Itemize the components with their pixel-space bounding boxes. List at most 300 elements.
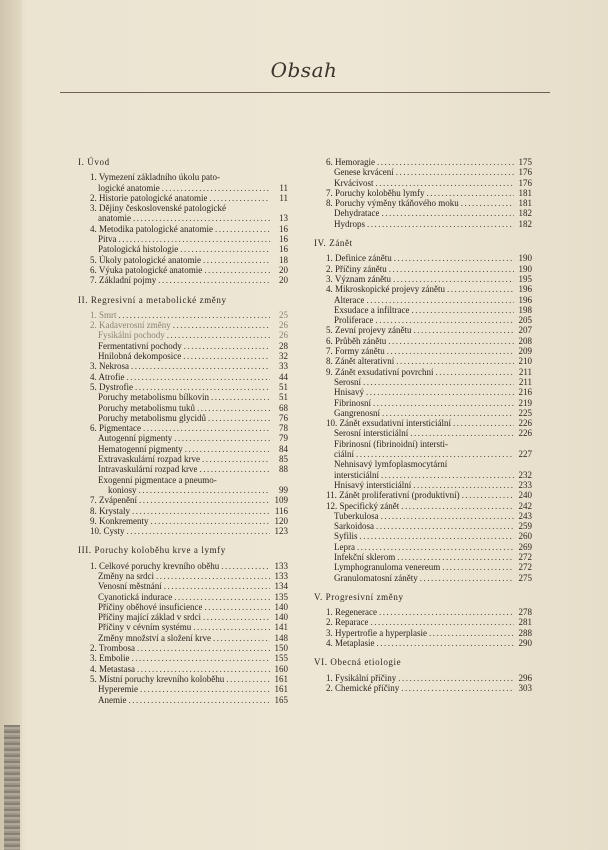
toc-entry-page: 68 — [279, 402, 288, 413]
toc-entry-page: 281 — [518, 617, 532, 628]
toc-entry-title: 1. Smrt — [90, 309, 117, 320]
toc-entry-page: 198 — [518, 304, 532, 315]
toc-entry[interactable] — [78, 674, 288, 684]
toc-entry[interactable] — [78, 684, 288, 694]
toc-leader-dots — [401, 501, 514, 511]
toc-entry[interactable] — [314, 607, 532, 617]
toc-entry[interactable] — [314, 274, 532, 284]
toc-entry-title: Infekční sklerom — [334, 551, 396, 562]
toc-entry-page: 233 — [518, 479, 532, 490]
toc-entry-page: 134 — [274, 581, 288, 592]
toc-leader-dots — [156, 571, 270, 581]
toc-section-heading: IV. Zánět — [314, 238, 353, 249]
toc-entry-page: 209 — [518, 346, 532, 357]
toc-leader-dots — [164, 581, 270, 591]
toc-entry-title: Fibrinosní — [334, 397, 372, 408]
toc-entry[interactable] — [314, 418, 532, 428]
toc-entry-title: 5. Místní poruchy krevního koloběhu — [90, 673, 225, 684]
page-title: Obsah — [270, 58, 338, 82]
toc-leader-dots — [158, 275, 270, 285]
toc-entry-page: 272 — [518, 551, 532, 562]
toc-entry-title: 2. Reparace — [326, 617, 369, 628]
toc-entry-page: 181 — [518, 187, 532, 198]
toc-leader-dots — [119, 310, 270, 320]
toc-entry-title: Tuberkulosa — [334, 510, 379, 521]
toc-entry[interactable] — [78, 444, 288, 454]
toc-entry[interactable] — [314, 617, 532, 627]
toc-leader-dots — [183, 351, 270, 361]
toc-entry-title: 6. Průběh zánětu — [326, 335, 387, 346]
toc-entry-title: Poruchy metabolismu tuků — [98, 402, 195, 413]
toc-entry[interactable] — [314, 295, 532, 305]
toc-entry-title: Extravaskulární rozpad krve — [98, 454, 200, 465]
toc-leader-dots — [173, 320, 270, 330]
toc-entry-page: 133 — [274, 570, 288, 581]
toc-entry-page: 272 — [518, 562, 532, 573]
toc-leader-dots — [381, 511, 514, 521]
toc-leader-dots — [377, 157, 514, 167]
toc-entry-title: 3. Význam zánětu — [326, 273, 392, 284]
toc-entry[interactable] — [78, 203, 288, 213]
toc-entry-page: 79 — [279, 433, 288, 444]
toc-entry-title: 6. Hemoragie — [326, 157, 375, 167]
toc-entry-title: Fermentativní pochody — [98, 340, 182, 351]
toc-leader-dots — [127, 372, 271, 382]
toc-leader-dots — [381, 470, 514, 480]
toc-entry[interactable] — [78, 643, 288, 653]
toc-entry[interactable] — [78, 506, 288, 516]
toc-entry[interactable] — [314, 315, 532, 325]
toc-leader-dots — [373, 398, 514, 408]
toc-entry-page: 219 — [518, 397, 532, 408]
toc-entry[interactable] — [314, 638, 532, 648]
toc-entry[interactable] — [78, 183, 288, 193]
toc-entry-title: 5. Zevní projevy zánětu — [326, 325, 412, 336]
toc-leader-dots — [211, 392, 270, 402]
toc-entry-page: 140 — [274, 612, 288, 623]
toc-entry-title: Anemie — [98, 694, 127, 705]
toc-entry-page: 243 — [518, 510, 532, 521]
toc-leader-dots — [221, 561, 270, 571]
toc-leader-dots — [396, 356, 514, 366]
toc-entry[interactable] — [314, 531, 532, 541]
toc-entry[interactable] — [78, 361, 288, 371]
toc-leader-dots — [180, 244, 270, 254]
toc-entry[interactable] — [78, 423, 288, 433]
toc-entry-title: 5. Dystrofie — [90, 381, 133, 392]
toc-entry-title: Cyanotická indurace — [98, 591, 173, 602]
toc-entry-page: 16 — [279, 244, 288, 255]
toc-entry-page: 16 — [279, 234, 288, 245]
toc-entry-title: ciální — [334, 449, 354, 460]
toc-entry[interactable] — [314, 470, 532, 480]
toc-entry[interactable] — [78, 213, 288, 223]
toc-leader-dots — [370, 617, 514, 627]
toc-entry-title: 3. Embolie — [90, 653, 130, 664]
toc-leader-dots — [376, 178, 515, 188]
toc-entry-page: 165 — [274, 694, 288, 705]
toc-entry[interactable] — [78, 224, 288, 234]
toc-entry-title: 5. Úkoly patologické anatomie — [90, 254, 201, 265]
toc-entry-page: 150 — [274, 643, 288, 654]
toc-leader-dots — [413, 325, 514, 335]
toc-leader-dots — [193, 622, 270, 632]
toc-entry-page: 116 — [274, 505, 288, 516]
toc-entry-title: 3. Hypertrofie a hyperplasie — [326, 627, 427, 638]
toc-entry-title: 1. Vymezení základního úkolu pato- — [90, 172, 221, 183]
toc-entry-title: Pitva — [98, 234, 117, 245]
toc-entry-title: koniosy — [108, 484, 137, 495]
toc-entry-title: 3. Dějiny československé patologické — [90, 203, 226, 214]
toc-entry[interactable] — [78, 571, 288, 581]
toc-entry-page: 211 — [518, 376, 532, 387]
toc-entry[interactable] — [78, 433, 288, 443]
toc-entry[interactable] — [78, 516, 288, 526]
toc-entry-page: 195 — [518, 273, 532, 284]
toc-leader-dots — [429, 628, 514, 638]
toc-leader-dots — [203, 255, 270, 265]
toc-entry-page: 176 — [518, 177, 532, 188]
toc-entry-page: 85 — [279, 454, 288, 465]
toc-entry-page: 303 — [518, 682, 532, 693]
toc-entry[interactable] — [78, 612, 288, 622]
toc-entry[interactable] — [78, 454, 288, 464]
toc-entry-page: 20 — [279, 275, 288, 286]
toc-entry[interactable] — [314, 219, 532, 229]
toc-entry-page: 269 — [518, 541, 532, 552]
toc-entry-page: 288 — [518, 627, 532, 638]
toc-leader-dots — [208, 413, 270, 423]
toc-entry[interactable] — [314, 449, 532, 459]
toc-entry[interactable] — [314, 683, 532, 693]
toc-entry-page: 133 — [274, 560, 288, 571]
toc-leader-dots — [129, 695, 271, 705]
toc-section-heading: VI. Obecná etiologie — [314, 657, 402, 668]
toc-entry-page: 161 — [274, 673, 288, 684]
toc-entry[interactable] — [78, 695, 288, 705]
toc-entry[interactable] — [78, 413, 288, 423]
toc-entry-page: 225 — [518, 407, 532, 418]
toc-entry[interactable] — [78, 255, 288, 265]
toc-leader-dots — [377, 638, 515, 648]
toc-entry-title: 4. Mikroskopické projevy zánětu — [326, 284, 445, 295]
toc-entry-page: 88 — [279, 464, 288, 475]
toc-entry[interactable] — [78, 372, 288, 382]
toc-leader-dots — [167, 330, 270, 340]
toc-entry-title: Alterace — [334, 294, 365, 305]
toc-entry[interactable] — [314, 178, 532, 188]
toc-entry-title: Poruchy metabolismu glycidů — [98, 412, 206, 423]
toc-entry-title: Proliferace — [334, 315, 374, 326]
toc-entry[interactable] — [314, 387, 532, 397]
toc-leader-dots — [396, 167, 514, 177]
toc-entry-page: 161 — [274, 684, 288, 695]
toc-entry-title: 1. Definice zánětu — [326, 253, 392, 264]
toc-leader-dots — [151, 516, 271, 526]
toc-entry[interactable] — [314, 673, 532, 683]
toc-entry[interactable] — [314, 428, 532, 438]
toc-leader-dots — [381, 208, 514, 218]
toc-entry[interactable] — [78, 172, 288, 182]
toc-leader-dots — [398, 673, 514, 683]
toc-entry-title: 9. Konkrementy — [90, 515, 149, 526]
toc-section-heading: II. Regresivní a metabolické změny — [78, 294, 227, 305]
toc-leader-dots — [393, 274, 514, 284]
toc-entry-title: Změny množství a složení krve — [98, 632, 211, 643]
toc-entry-page: 148 — [274, 632, 288, 643]
toc-entry[interactable] — [314, 439, 532, 449]
toc-leader-dots — [197, 403, 270, 413]
toc-entry-page: 13 — [279, 213, 288, 224]
toc-entry-page: 205 — [518, 315, 532, 326]
toc-entry[interactable] — [314, 480, 532, 490]
toc-leader-dots — [427, 188, 515, 198]
toc-entry-page: 160 — [274, 663, 288, 674]
toc-entry-page: 232 — [518, 469, 532, 480]
toc-entry[interactable] — [78, 664, 288, 674]
toc-leader-dots — [357, 542, 514, 552]
toc-section-heading: I. Úvod — [78, 157, 110, 167]
toc-leader-dots — [202, 454, 270, 464]
toc-entry-title: Poruchy metabolismu bílkovin — [98, 392, 209, 403]
toc-leader-dots — [226, 674, 270, 684]
toc-leader-dots — [131, 361, 270, 371]
toc-entry-title: 3. Nekrosa — [90, 361, 129, 372]
toc-entry-title: 2. Chemické příčiny — [326, 682, 400, 693]
toc-leader-dots — [366, 295, 514, 305]
toc-entry-title: 7. Poruchy koloběhu lymfy — [326, 187, 425, 198]
toc-entry[interactable] — [314, 408, 532, 418]
toc-leader-dots — [185, 444, 270, 454]
toc-leader-dots — [133, 213, 270, 223]
toc-leader-dots — [204, 265, 270, 275]
toc-leader-dots — [379, 607, 514, 617]
toc-leader-dots — [397, 552, 514, 562]
toc-entry-page: 196 — [518, 294, 532, 305]
toc-column-right — [314, 157, 532, 693]
toc-leader-dots — [461, 198, 514, 208]
toc-entry[interactable] — [78, 193, 288, 203]
toc-section-heading: V. Progresivní změny — [314, 591, 404, 602]
toc-entry[interactable] — [314, 188, 532, 198]
toc-entry-page: 109 — [274, 495, 288, 506]
toc-entry[interactable] — [78, 653, 288, 663]
toc-entry-page: 25 — [279, 309, 288, 320]
toc-entry[interactable] — [314, 198, 532, 208]
toc-entry-title: Venosní městnání — [98, 581, 162, 592]
toc-leader-dots — [413, 480, 514, 490]
toc-entry[interactable] — [78, 526, 288, 536]
toc-entry-title: Sarkoidosa — [334, 521, 374, 532]
toc-entry[interactable] — [78, 330, 288, 340]
toc-entry-title: Syfilis — [334, 531, 358, 542]
toc-entry-title: 4. Metodika patologické anatomie — [90, 223, 213, 234]
toc-entry-title: 7. Formy zánětu — [326, 346, 385, 357]
toc-entry-page: 123 — [274, 526, 288, 537]
toc-leader-dots — [203, 612, 270, 622]
toc-leader-dots — [199, 464, 270, 474]
toc-leader-dots — [204, 602, 270, 612]
toc-entry[interactable] — [314, 459, 532, 469]
toc-entry-title: 2. Kadaverosní změny — [90, 320, 171, 331]
toc-entry-page: 18 — [279, 254, 288, 265]
toc-leader-dots — [137, 643, 270, 653]
toc-entry-title: Granulomatosní záněty — [334, 572, 418, 583]
toc-leader-dots — [137, 664, 270, 674]
toc-entry-page: 33 — [279, 361, 288, 372]
toc-entry[interactable] — [78, 403, 288, 413]
toc-entry-title: Genese krvácení — [334, 167, 394, 178]
toc-entry[interactable] — [78, 234, 288, 244]
toc-entry[interactable] — [78, 464, 288, 474]
toc-section-heading: III. Poruchy koloběhu krve a lymfy — [78, 545, 226, 556]
toc-entry[interactable] — [78, 581, 288, 591]
toc-entry[interactable] — [314, 325, 532, 335]
toc-entry[interactable] — [314, 167, 532, 177]
toc-leader-dots — [174, 433, 270, 443]
toc-leader-dots — [215, 224, 270, 234]
toc-entry[interactable] — [78, 244, 288, 254]
toc-entry[interactable] — [78, 633, 288, 643]
toc-entry-page: 207 — [518, 325, 532, 336]
toc-leader-dots — [375, 315, 514, 325]
toc-entry[interactable] — [314, 284, 532, 294]
toc-entry-title: Lymphogranuloma venereum — [334, 562, 441, 573]
toc-entry[interactable] — [78, 382, 288, 392]
toc-entry[interactable] — [314, 573, 532, 583]
toc-leader-dots — [376, 521, 514, 531]
toc-entry[interactable] — [314, 628, 532, 638]
toc-entry[interactable] — [78, 602, 288, 612]
toc-entry[interactable] — [314, 253, 532, 263]
toc-entry-page: 227 — [518, 449, 532, 460]
toc-entry-page: 16 — [279, 223, 288, 234]
toc-leader-dots — [127, 526, 270, 536]
toc-leader-dots — [135, 382, 270, 392]
toc-entry[interactable] — [78, 495, 288, 505]
toc-entry-page: 84 — [279, 443, 288, 454]
toc-entry[interactable] — [314, 562, 532, 572]
toc-leader-dots — [387, 346, 514, 356]
toc-entry-title: 6. Pigmentace — [90, 423, 141, 434]
toc-entry[interactable] — [78, 561, 288, 571]
toc-entry-title: Příčiny oběhové insuficience — [98, 601, 203, 612]
toc-entry[interactable] — [314, 346, 532, 356]
toc-leader-dots — [394, 253, 514, 263]
toc-entry[interactable] — [78, 320, 288, 330]
toc-entry-title: Hnisavý intersticiální — [334, 479, 412, 490]
toc-entry[interactable] — [314, 501, 532, 511]
toc-entry-title: 10. Zánět exsudativní intersticiální — [326, 418, 451, 429]
toc-entry-title: 11. Zánět proliferativní (produktivní) — [326, 490, 460, 501]
toc-entry[interactable] — [78, 310, 288, 320]
toc-entry[interactable] — [314, 552, 532, 562]
toc-leader-dots — [139, 485, 270, 495]
toc-entry-title: 10. Cysty — [90, 526, 125, 537]
toc-leader-dots — [132, 653, 271, 663]
toc-entry-title: 1. Celkové poruchy krevního oběhu — [90, 560, 220, 571]
book-spine-shadow — [0, 0, 22, 850]
toc-entry-title: Gangrenosní — [334, 407, 380, 418]
toc-entry-page: 242 — [518, 500, 532, 511]
toc-entry-title: Nehnisavý lymfoplasmocytární — [334, 459, 448, 470]
toc-entry-page: 240 — [518, 490, 532, 501]
toc-entry-page: 260 — [518, 531, 532, 542]
toc-entry[interactable] — [314, 490, 532, 500]
toc-entry[interactable] — [314, 356, 532, 366]
toc-entry-page: 190 — [518, 253, 532, 264]
toc-entry-page: 278 — [518, 607, 532, 618]
toc-entry[interactable] — [78, 485, 288, 495]
toc-entry-page: 135 — [274, 591, 288, 602]
toc-entry-page: 51 — [279, 392, 288, 403]
toc-entry-title: 2. Příčiny zánětu — [326, 263, 387, 274]
toc-entry[interactable] — [314, 521, 532, 531]
toc-entry[interactable] — [78, 341, 288, 351]
toc-leader-dots — [389, 264, 514, 274]
toc-entry-page: 44 — [279, 371, 288, 382]
toc-entry-title: 8. Zánět alterativní — [326, 356, 395, 367]
toc-entry[interactable] — [314, 511, 532, 521]
toc-entry-title: 4. Atrofie — [90, 371, 125, 382]
toc-entry-title: Hydrops — [334, 218, 365, 229]
toc-entry-title: 8. Krystaly — [90, 505, 130, 516]
toc-entry-title: logické anatomie — [98, 182, 160, 193]
toc-entry[interactable] — [314, 542, 532, 552]
toc-entry[interactable] — [314, 264, 532, 274]
toc-entry[interactable] — [314, 336, 532, 346]
toc-leader-dots — [410, 428, 514, 438]
toc-entry-title: Hematogenní pigmenty — [98, 443, 183, 454]
toc-entry-page: 140 — [274, 601, 288, 612]
toc-leader-dots — [420, 573, 514, 583]
toc-entry-title: anatomie — [98, 213, 131, 224]
toc-entry-title: Autogenní pigmenty — [98, 433, 173, 444]
toc-entry-page: 275 — [518, 572, 532, 583]
toc-entry-page: 176 — [518, 167, 532, 178]
toc-entry[interactable] — [78, 475, 288, 485]
toc-entry-title: Hyperemie — [98, 684, 138, 695]
toc-entry[interactable] — [78, 351, 288, 361]
toc-entry-title: Patologická histologie — [98, 244, 179, 255]
toc-leader-dots — [462, 490, 514, 500]
toc-entry-page: 11 — [279, 182, 288, 193]
toc-entry[interactable] — [314, 157, 532, 167]
toc-leader-dots — [367, 219, 514, 229]
toc-entry[interactable] — [314, 377, 532, 387]
toc-leader-dots — [174, 592, 270, 602]
toc-entry-page: 182 — [518, 208, 532, 219]
toc-entry[interactable] — [314, 398, 532, 408]
toc-entry[interactable] — [78, 265, 288, 275]
toc-entry[interactable] — [314, 367, 532, 377]
toc-entry-title: Krvácivost — [334, 177, 374, 188]
toc-leader-dots — [360, 531, 514, 541]
toc-leader-dots — [447, 284, 514, 294]
toc-entry[interactable] — [314, 305, 532, 315]
toc-entry-title: Serosní intersticiální — [334, 428, 409, 439]
toc-entry[interactable] — [78, 622, 288, 632]
toc-entry-title: 9. Zánět exsudativní povrchní — [326, 366, 434, 377]
toc-entry-title: 12. Specifický zánět — [326, 500, 400, 511]
toc-entry[interactable] — [78, 392, 288, 402]
toc-entry-page: 290 — [518, 638, 532, 649]
toc-leader-dots — [366, 387, 514, 397]
toc-entry[interactable] — [78, 275, 288, 285]
toc-entry[interactable] — [78, 592, 288, 602]
toc-entry-title: 2. Trombosa — [90, 643, 136, 654]
toc-entry[interactable] — [314, 208, 532, 218]
